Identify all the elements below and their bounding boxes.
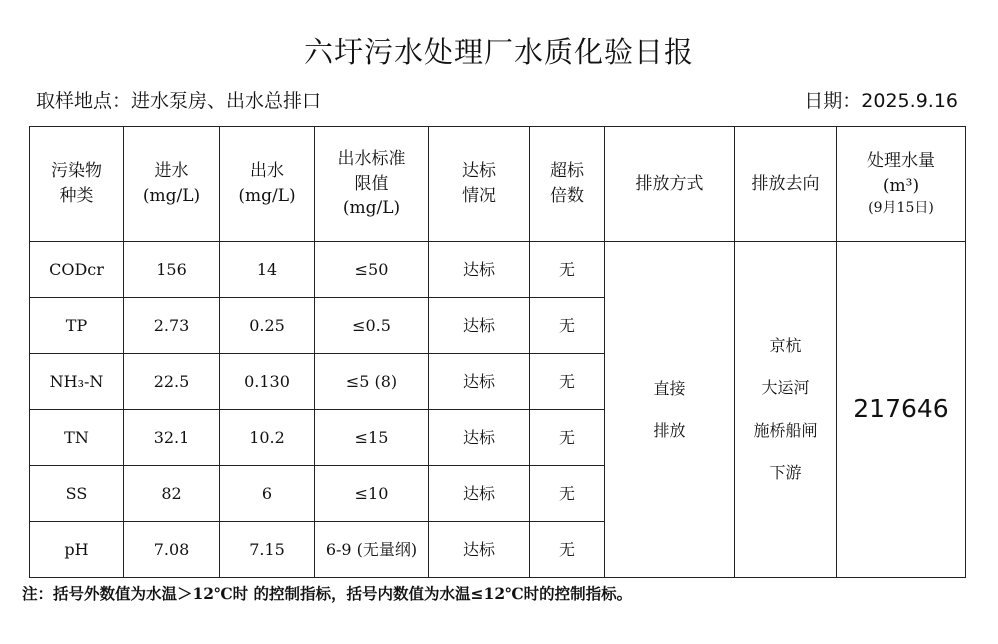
report-title: 六圩污水处理厂水质化验日报 bbox=[303, 35, 694, 69]
header-discharge-direction: 排放去向 bbox=[735, 127, 837, 242]
header-compliance: 达标 情况 bbox=[429, 127, 530, 242]
effluent-cell: 14 bbox=[220, 242, 315, 298]
influent-cell: 22.5 bbox=[124, 354, 220, 410]
sampling-site: 取样地点：进水泵房、出水总排口 bbox=[36, 90, 322, 112]
influent-cell: 7.08 bbox=[124, 522, 220, 578]
influent-cell: 32.1 bbox=[124, 410, 220, 466]
header-row bbox=[30, 127, 966, 242]
pollutant-cell: TP bbox=[30, 298, 124, 354]
header-volume: 处理水量 (m³) (9月15日) bbox=[837, 127, 966, 242]
limit-cell: ≤5 (8) bbox=[315, 354, 429, 410]
footnote: 注：括号外数值为水温＞12℃时 的控制指标，括号内数值为水温≤12℃时的控制指标。 bbox=[22, 584, 633, 603]
effluent-cell: 10.2 bbox=[220, 410, 315, 466]
pollutant-cell: TN bbox=[30, 410, 124, 466]
influent-cell: 2.73 bbox=[124, 298, 220, 354]
discharge-direction-cell: 京杭 大运河 施桥船闸 下游 bbox=[735, 242, 837, 578]
limit-cell: ≤0.5 bbox=[315, 298, 429, 354]
influent-cell: 82 bbox=[124, 466, 220, 522]
pollutant-cell: CODcr bbox=[30, 242, 124, 298]
limit-cell: 6-9 (无量纲) bbox=[315, 522, 429, 578]
header-pollutant: 污染物 种类 bbox=[30, 127, 124, 242]
status-cell: 达标 bbox=[429, 298, 530, 354]
header-discharge-method: 排放方式 bbox=[605, 127, 735, 242]
header-influent: 进水 (mg/L) bbox=[124, 127, 220, 242]
status-cell: 达标 bbox=[429, 466, 530, 522]
pollutant-cell: SS bbox=[30, 466, 124, 522]
influent-cell: 156 bbox=[124, 242, 220, 298]
header-standard: 出水标准 限值 (mg/L) bbox=[315, 127, 429, 242]
exceed-cell: 无 bbox=[530, 522, 605, 578]
status-cell: 达标 bbox=[429, 242, 530, 298]
status-cell: 达标 bbox=[429, 354, 530, 410]
volume-value: 217646 bbox=[837, 242, 966, 578]
effluent-cell: 7.15 bbox=[220, 522, 315, 578]
exceed-cell: 无 bbox=[530, 354, 605, 410]
header-exceed: 超标 倍数 bbox=[530, 127, 605, 242]
effluent-cell: 0.130 bbox=[220, 354, 315, 410]
status-cell: 达标 bbox=[429, 522, 530, 578]
pollutant-cell: NH₃-N bbox=[30, 354, 124, 410]
exceed-cell: 无 bbox=[530, 410, 605, 466]
limit-cell: ≤50 bbox=[315, 242, 429, 298]
limit-cell: ≤15 bbox=[315, 410, 429, 466]
header-effluent: 出水 (mg/L) bbox=[220, 127, 315, 242]
exceed-cell: 无 bbox=[530, 298, 605, 354]
exceed-cell: 无 bbox=[530, 466, 605, 522]
status-cell: 达标 bbox=[429, 410, 530, 466]
table-row bbox=[30, 242, 966, 298]
effluent-cell: 0.25 bbox=[220, 298, 315, 354]
water-quality-table bbox=[29, 126, 966, 578]
discharge-method-cell: 直接 排放 bbox=[605, 242, 735, 578]
effluent-cell: 6 bbox=[220, 466, 315, 522]
pollutant-cell: pH bbox=[30, 522, 124, 578]
limit-cell: ≤10 bbox=[315, 466, 429, 522]
exceed-cell: 无 bbox=[530, 242, 605, 298]
report-date: 日期：2025.9.16 bbox=[804, 90, 958, 112]
